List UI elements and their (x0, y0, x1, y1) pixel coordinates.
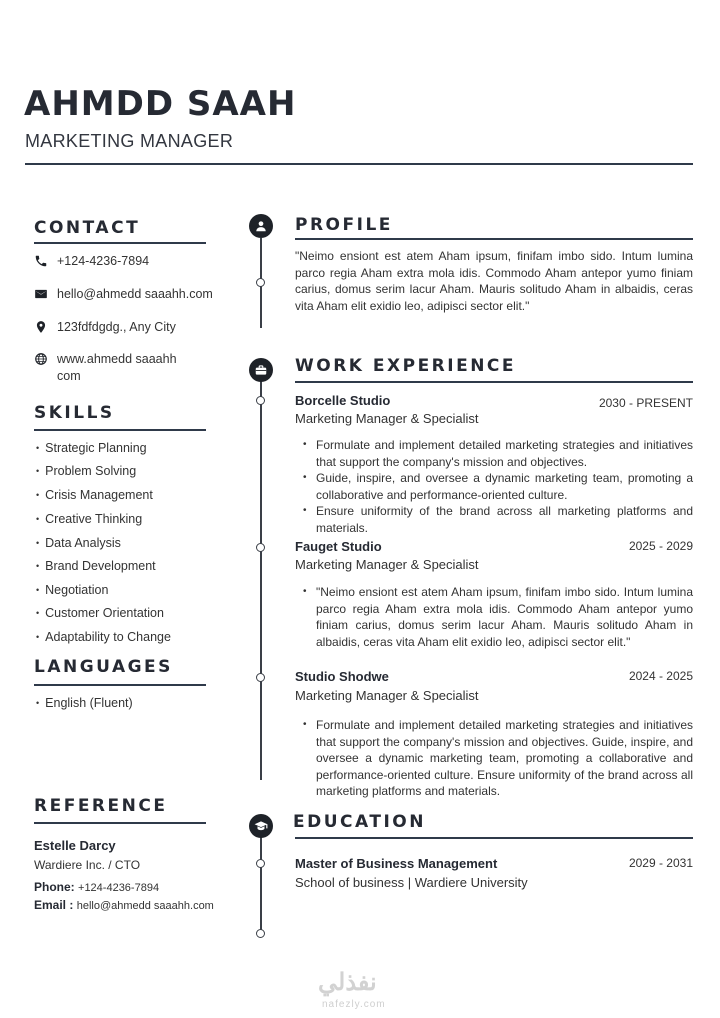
job-bullets (295, 437, 693, 536)
reference-divider (34, 822, 206, 824)
contact-phone (34, 253, 214, 270)
skill-item: • Creative Thinking (36, 511, 142, 528)
job-bullet: • Guide, inspire, and oversee a dynamic marketing team, promoting a collaborative and performance-oriented culture. (316, 470, 693, 503)
work-experience-heading: WORK EXPERIENCE (295, 356, 517, 376)
profile-text: "Neimo ensiont est atem Aham ipsum, finifam imbo sido. Intum lumina parco regia Aham extra mola idis. Commodo Aham antepor yumo finiam carius, domus serim lacur Aham. Mauris solitudo Aham in albaidis, ceras vita Aham elit exidio leo, adipisci sector elit." (295, 249, 693, 313)
job-title: MARKETING MANAGER (25, 131, 234, 151)
reference-company: Wardiere Inc. / CTO (34, 858, 141, 872)
globe-icon (34, 352, 48, 366)
reference-phone (34, 880, 159, 894)
job-role: Marketing Manager & Specialist (295, 557, 479, 572)
contact-website-text[interactable]: www.ahmedd saaahh com (57, 352, 177, 383)
timeline-line (260, 380, 262, 780)
header-divider (25, 163, 693, 165)
timeline-dot (256, 396, 265, 405)
contact-email (34, 286, 214, 303)
skill-item: • Customer Orientation (36, 605, 164, 622)
job-bullet: • Formulate and implement detailed marketing strategies and initiatives that support the company's mission and objectives. Guide, inspire, and oversee a dynamic marketing team, promoting a collaborative and performance-oriented culture. Ensure uniformity of the brand across all marketing platforms and materials. (316, 717, 693, 800)
job-dates: 2025 - 2029 (628, 539, 693, 553)
skill-item: • Data Analysis (36, 535, 121, 552)
watermark-url: nafezly.com (322, 999, 386, 1010)
work-experience-divider (295, 381, 693, 383)
skill-item: • Problem Solving (36, 463, 136, 480)
skill-item: • Brand Development (36, 558, 156, 575)
reference-email (34, 898, 214, 912)
graduation-cap-icon (249, 814, 273, 838)
languages-heading: LANGUAGES (34, 657, 173, 677)
timeline-dot (256, 929, 265, 938)
job-role: Marketing Manager & Specialist (295, 411, 479, 426)
user-icon (249, 214, 273, 238)
skills-heading: SKILLS (34, 403, 115, 423)
contact-address (34, 319, 214, 336)
job-company: Fauget Studio (295, 539, 382, 554)
language-item: • English (Fluent) (36, 695, 133, 712)
location-pin-icon (34, 320, 48, 334)
contact-heading: CONTACT (34, 218, 141, 238)
job-dates: 2030 - PRESENT (598, 396, 693, 410)
languages-divider (34, 684, 206, 686)
job-bullet: • Ensure uniformity of the brand across all marketing platforms and materials. (316, 503, 693, 536)
job-dates: 2024 - 2025 (628, 669, 693, 683)
job-bullet: • "Neimo ensiont est atem Aham ipsum, finifam imbo sido. Intum lumina parco regia Aham extra mola idis. Commodo Aham antepor yumo finiam carius, domus serim lacur Aham. Mauris solitudo Aham in albaidis, ceras vita Aham elit exidio leo, adipisci sector elit." (316, 584, 693, 650)
contact-address-text: 123fdfdgdg., Any City (57, 320, 176, 334)
skill-item: • Adaptability to Change (36, 629, 171, 646)
contact-phone-text: +124-4236-7894 (57, 254, 150, 268)
timeline-dot (256, 859, 265, 868)
job-role: Marketing Manager & Specialist (295, 688, 479, 703)
contact-website (34, 351, 214, 385)
timeline-line (260, 836, 262, 933)
profile-divider (295, 238, 693, 240)
reference-phone-label: Phone: (34, 880, 75, 894)
education-divider (295, 837, 693, 839)
reference-email-label: Email : (34, 898, 74, 912)
contact-email-text[interactable]: hello@ahmedd saaahh.com (57, 287, 213, 301)
profile-heading: PROFILE (295, 215, 393, 235)
reference-name: Estelle Darcy (34, 838, 116, 853)
envelope-icon (34, 287, 48, 301)
job-bullets (295, 717, 693, 800)
timeline-dot (256, 278, 265, 287)
timeline-dot (256, 673, 265, 682)
skill-item: • Negotiation (36, 582, 108, 599)
skills-divider (34, 429, 206, 431)
timeline-dot (256, 543, 265, 552)
reference-email-value[interactable]: hello@ahmedd saaahh.com (76, 900, 214, 912)
briefcase-icon (249, 358, 273, 382)
job-bullets (295, 584, 693, 650)
job-company: Borcelle Studio (295, 393, 391, 408)
job-company: Studio Shodwe (295, 669, 389, 684)
reference-heading: REFERENCE (34, 796, 168, 816)
candidate-name: AHMDD SAAH (24, 84, 297, 124)
skill-item: • Strategic Planning (36, 440, 147, 457)
contact-divider (34, 242, 206, 244)
job-bullet: • Formulate and implement detailed marketing strategies and initiatives that support the company's mission and objectives. (316, 437, 693, 470)
education-heading: EDUCATION (293, 812, 426, 832)
education-dates: 2029 - 2031 (628, 856, 693, 870)
education-degree: Master of Business Management (295, 856, 498, 871)
reference-phone-value: +124-4236-7894 (78, 882, 160, 894)
skill-item: • Crisis Management (36, 487, 153, 504)
watermark-logo: نفذلي (318, 969, 377, 996)
phone-icon (34, 254, 48, 268)
education-school: School of business | Wardiere University (295, 875, 528, 890)
